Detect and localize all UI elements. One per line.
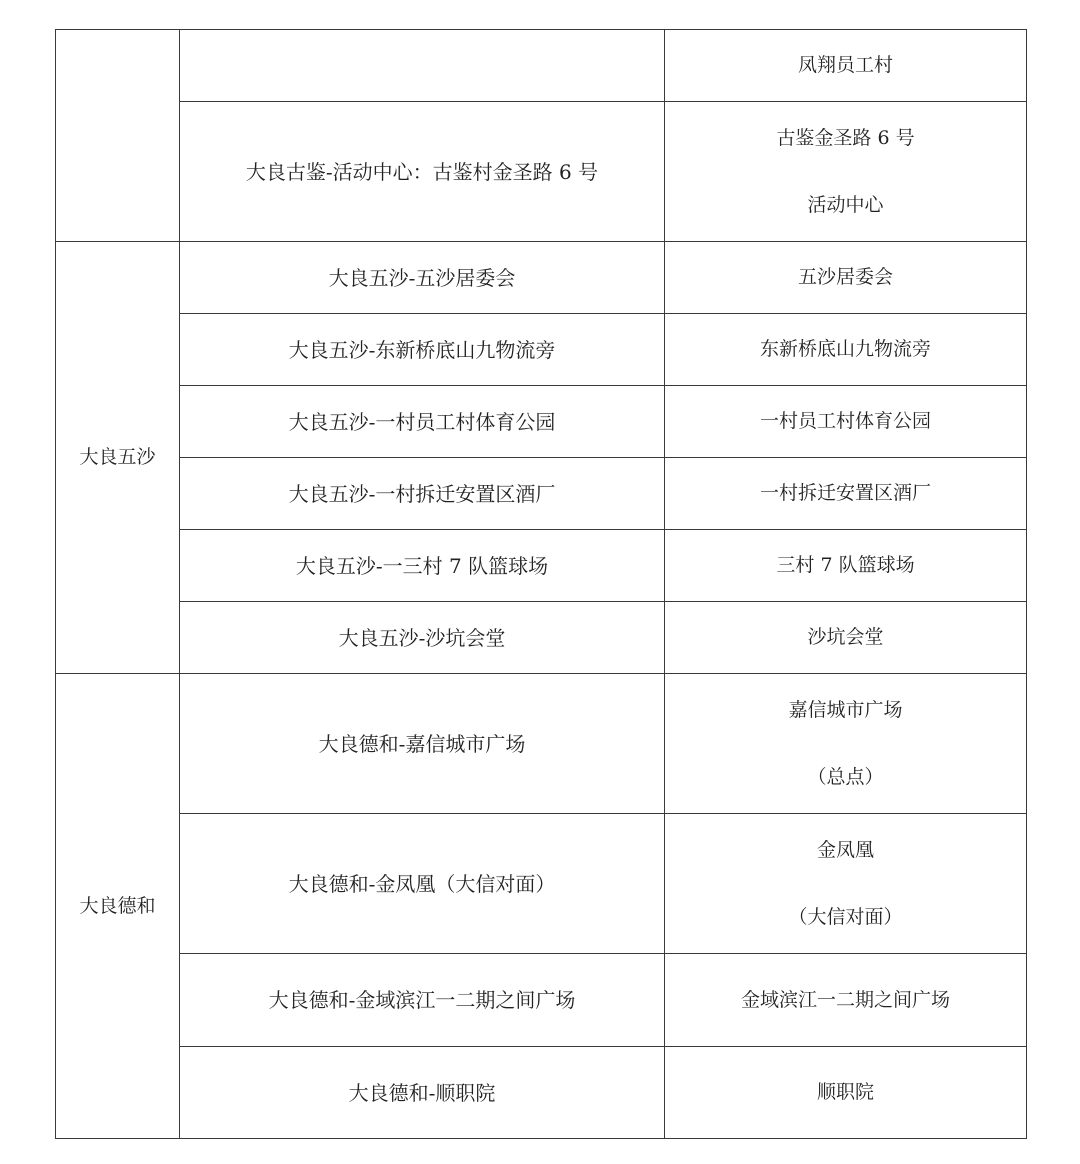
district-cell: [56, 30, 180, 242]
site-short-name: 顺职院: [665, 1047, 1027, 1139]
table-row: [56, 458, 1027, 530]
site-short-name: [665, 814, 1027, 954]
table-row: [56, 242, 1027, 314]
table-row: [56, 954, 1027, 1047]
site-short-name-line: 古鉴金圣路 6 号: [776, 126, 915, 149]
table-row: [56, 1047, 1027, 1139]
table-row: [56, 102, 1027, 242]
site-full-name: 大良五沙-东新桥底山九物流旁: [180, 314, 665, 386]
table-row: [56, 674, 1027, 814]
site-short-name: 五沙居委会: [665, 242, 1027, 314]
site-full-name: 大良五沙-五沙居委会: [180, 242, 665, 314]
site-short-name-line: （总点）: [807, 765, 884, 788]
site-short-name: 三村 7 队篮球场: [665, 530, 1027, 602]
site-short-name-line: 嘉信城市广场: [788, 698, 903, 721]
site-full-name: [180, 30, 665, 102]
site-short-name: 沙坑会堂: [665, 602, 1027, 674]
district-cell: 大良五沙: [56, 242, 180, 674]
table-row: [56, 530, 1027, 602]
site-table: [55, 29, 1027, 1139]
site-short-name: 凤翔员工村: [665, 30, 1027, 102]
table-row: [56, 386, 1027, 458]
site-short-name-line: （大信对面）: [788, 905, 903, 928]
district-cell: 大良德和: [56, 674, 180, 1139]
site-short-name: 一村员工村体育公园: [665, 386, 1027, 458]
site-full-name: 大良德和-顺职院: [180, 1047, 665, 1139]
site-short-name: 一村拆迁安置区酒厂: [665, 458, 1027, 530]
site-short-name: [665, 674, 1027, 814]
site-short-name: 东新桥底山九物流旁: [665, 314, 1027, 386]
site-full-name: 大良五沙-沙坑会堂: [180, 602, 665, 674]
table-row: [56, 602, 1027, 674]
site-full-name: 大良德和-嘉信城市广场: [180, 674, 665, 814]
site-full-name: 大良五沙-一村员工村体育公园: [180, 386, 665, 458]
site-short-name: 金域滨江一二期之间广场: [665, 954, 1027, 1047]
site-full-name: 大良德和-金域滨江一二期之间广场: [180, 954, 665, 1047]
site-full-name: 大良德和-金凤凰（大信对面）: [180, 814, 665, 954]
site-short-name-line: 金凤凰: [816, 838, 874, 861]
table-row: [56, 814, 1027, 954]
site-full-name: 大良五沙-一村拆迁安置区酒厂: [180, 458, 665, 530]
table-row: [56, 314, 1027, 386]
site-full-name: 大良古鉴-活动中心：古鉴村金圣路 6 号: [180, 102, 665, 242]
site-short-name-line: 活动中心: [807, 193, 884, 216]
table-row: [56, 30, 1027, 102]
site-full-name: 大良五沙-一三村 7 队篮球场: [180, 530, 665, 602]
site-short-name: [665, 102, 1027, 242]
